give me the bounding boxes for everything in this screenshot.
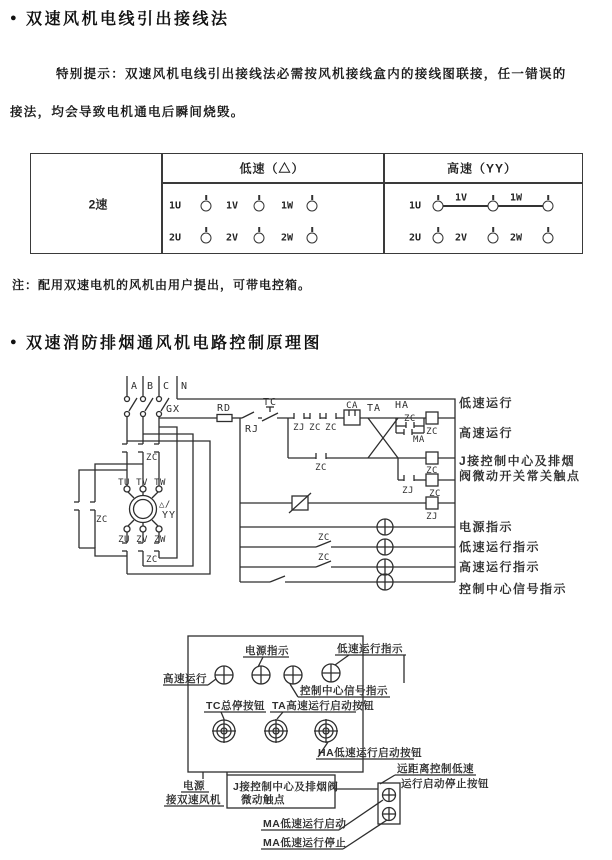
contact-zc-series-2 — [325, 413, 337, 433]
phase-c-label: C — [163, 381, 171, 392]
tc-label: TC — [262, 397, 278, 408]
table-footnote: 注：配用双速电机的风机由用户提出，可带电控箱。 — [12, 278, 312, 292]
stop-button-tc — [262, 397, 278, 421]
section1-title: 双速风机电线引出接线法 — [26, 11, 230, 28]
indicator-rungs — [240, 519, 455, 590]
terminal-label: 1V — [455, 192, 468, 204]
bullet-icon: ● — [10, 336, 17, 348]
contactor-zc-top-label: ZC — [146, 453, 158, 463]
panel-power-indicator-label: 电源指示 — [245, 645, 289, 657]
fuse-rd — [217, 403, 232, 422]
low-speed-run-label: 低速运行 — [459, 396, 514, 410]
panel-lamp-4 — [322, 664, 340, 682]
start-button-ta — [367, 403, 398, 458]
zj-contact-label: ZJ — [402, 486, 414, 496]
terminal-label: 2V — [226, 232, 239, 244]
lamp-low-speed-indicator — [377, 539, 393, 555]
zc-contact-label: ZC — [309, 423, 321, 433]
ta-button-label: TA高速运行启动按钮 — [272, 700, 375, 712]
high-indicator-label: 高速运行指示 — [459, 560, 541, 574]
ha-button-label: HA低速运行启动按钮 — [318, 747, 423, 759]
ma-contact-label: MA — [413, 435, 425, 445]
panel-lamp-3 — [284, 666, 302, 684]
ha-label: HA — [394, 400, 410, 411]
lamp-high-speed-indicator — [377, 559, 393, 575]
table-row-label: 2速 — [88, 197, 108, 212]
push-button-tc — [212, 719, 236, 743]
terminal-zw-label: ZW — [154, 535, 166, 545]
low-indicator-label: 低速运行指示 — [459, 540, 541, 554]
contact-zj-rung3 — [402, 475, 414, 496]
control-panel — [163, 636, 422, 772]
panel-lamp-2 — [252, 666, 270, 684]
control-center-indicator-label: 控制中心信号指示 — [459, 582, 568, 596]
terminal-label: 2W — [281, 232, 294, 244]
tip-line-1: 特别提示：双速风机电线引出接线法必需按风机接线盒内的接线图联接，任一错误的 — [56, 67, 567, 81]
terminal-label: 2U — [169, 232, 182, 244]
coil-zj-label: ZJ — [426, 512, 438, 522]
push-button-ha — [314, 719, 338, 743]
j-contact-box — [227, 775, 338, 808]
contact-zc-series-1 — [309, 413, 321, 433]
rj-label: RJ — [244, 424, 260, 435]
coil-zc-3 — [426, 474, 441, 499]
power-input — [125, 376, 189, 417]
zc-contact-label: ZC — [318, 553, 330, 563]
terminal-label: 1W — [510, 192, 523, 204]
lamp-power-indicator — [377, 519, 393, 535]
fan-connection-label: 接双速风机 — [166, 794, 221, 806]
terminal-tw-label: TW — [154, 478, 166, 488]
lamp-control-center-indicator — [377, 574, 393, 590]
remote-button-box — [378, 783, 400, 824]
ta-label: TA — [366, 403, 382, 414]
remote-label-line2: 运行启动停止按钮 — [401, 778, 489, 790]
high-speed-header: 高速（YY） — [446, 161, 518, 176]
coil-zc-label: ZC — [426, 427, 438, 437]
terminal-tv-label: TV — [136, 478, 148, 488]
ca-label: CA — [346, 401, 358, 411]
power-source-label: 电源 — [183, 780, 205, 792]
micro-switch-symbol — [289, 493, 311, 513]
terminal-label: 1U — [169, 200, 182, 212]
terminal-label: 2V — [455, 232, 468, 244]
tip-line-2: 接法，均会导致电机通电后瞬间烧毁。 — [10, 105, 245, 119]
remote-start-button — [383, 789, 396, 802]
bullet-icon: ● — [10, 12, 17, 24]
phase-n-label: N — [181, 381, 189, 392]
coil-zc-label: ZC — [429, 489, 441, 499]
rd-label: RD — [216, 403, 232, 414]
terminal-label: 1W — [281, 200, 294, 212]
phase-a-label: A — [131, 381, 139, 392]
zc-contact-label: ZC — [318, 533, 330, 543]
contact-zj-series — [293, 413, 305, 433]
contactor-zc-left-label: ZC — [96, 515, 108, 525]
gx-label: GX — [166, 404, 181, 415]
panel-lamp-1 — [215, 666, 233, 684]
yy-label: YY — [162, 510, 177, 521]
zj-contact-label: ZJ — [293, 423, 305, 433]
push-button-ta — [264, 719, 288, 743]
terminal-label: 2W — [510, 232, 523, 244]
low-speed-header: 低速（△） — [239, 161, 305, 176]
zc-contact-label: ZC — [315, 463, 327, 473]
coil-zc-2 — [426, 452, 438, 476]
panel-low-indicator-label: 低速运行指示 — [337, 643, 403, 655]
delta-label: △/ — [159, 500, 171, 510]
zc-contact-label: ZC — [325, 423, 337, 433]
j-box-label-line1: J接控制中心及排烟阀 — [233, 781, 339, 793]
zc-holding-contact-label: ZC — [404, 414, 416, 424]
remote-label-line1: 远距离控制低速 — [397, 763, 474, 775]
phase-b-label: B — [147, 381, 155, 392]
panel-high-run-label: 高速运行 — [163, 673, 207, 685]
overload-rj — [242, 412, 259, 435]
motor-symbol — [118, 478, 176, 545]
remote-stop-button — [383, 808, 396, 821]
terminal-zv-label: ZV — [136, 535, 148, 545]
terminal-label: 1V — [226, 200, 239, 212]
coil-zc-1 — [426, 412, 438, 437]
coil-zj — [426, 497, 438, 522]
ma-start-label: MA低速运行启动 — [263, 818, 347, 830]
j-contact-label-line2: 阀微动开关常关触点 — [459, 469, 581, 483]
j-contact-label-line1: J接控制中心及排烟 — [459, 454, 576, 468]
contact-zc-rung2 — [315, 453, 327, 473]
j-box-label-line2: 微动触点 — [241, 794, 285, 806]
terminal-label: 2U — [409, 232, 422, 244]
contactor-zc-bottom-label: ZC — [146, 555, 158, 565]
panel-bottom-connections — [164, 762, 489, 849]
section2-title: 双速消防排烟通风机电路控制原理图 — [26, 335, 323, 352]
power-indicator-label: 电源指示 — [459, 520, 514, 534]
circuit-right-labels — [458, 395, 581, 596]
terminal-zu-label: ZU — [118, 535, 130, 545]
tc-button-label: TC总停按钮 — [206, 700, 265, 712]
control-line — [159, 397, 455, 582]
terminal-label: 1U — [409, 200, 422, 212]
terminal-tu-label: TU — [118, 478, 130, 488]
high-speed-run-label: 高速运行 — [459, 426, 514, 440]
coil-zc-label: ZC — [426, 466, 438, 476]
panel-control-indicator-label: 控制中心信号指示 — [300, 685, 388, 697]
knife-switch-gx — [125, 397, 181, 417]
ma-stop-label: MA低速运行停止 — [263, 837, 347, 849]
connector-ca — [344, 401, 360, 425]
